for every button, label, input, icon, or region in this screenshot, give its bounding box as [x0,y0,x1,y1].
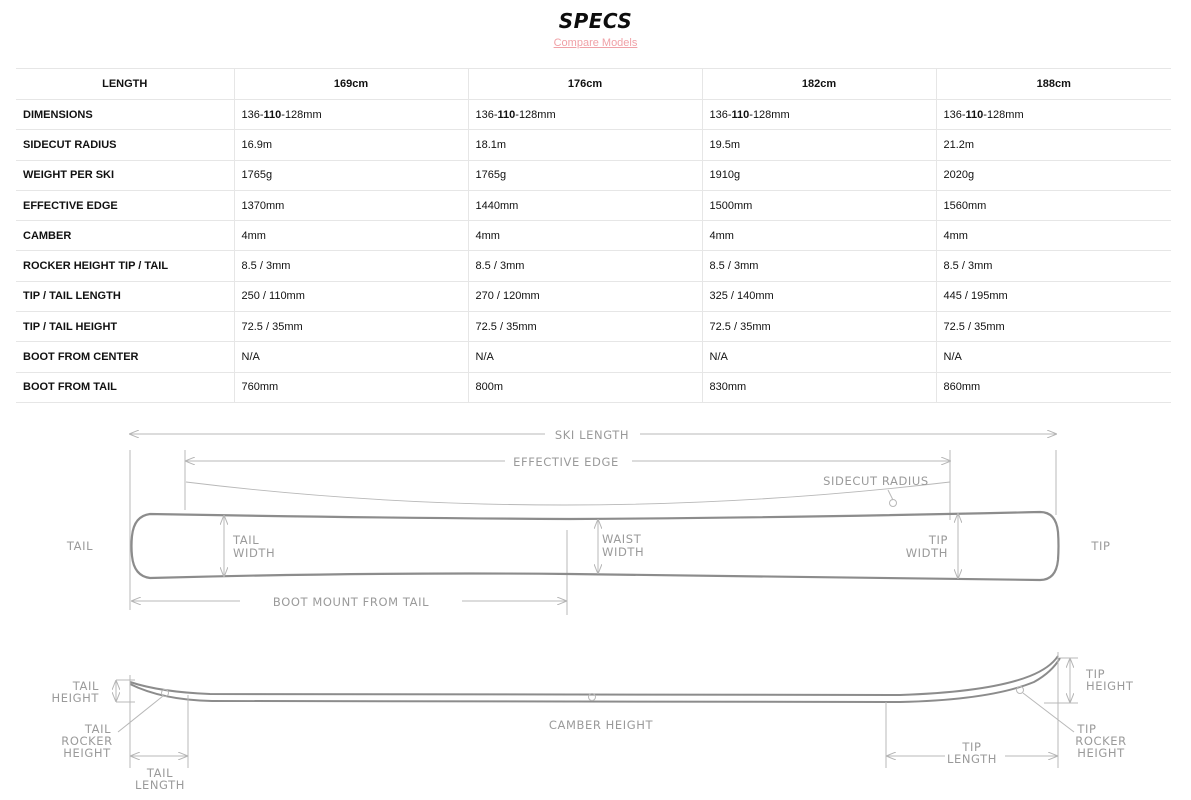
tail-height-label-1: TAIL [72,679,99,693]
ski-length-label: SKI LENGTH [554,428,630,442]
table-cell: N/A [936,342,1171,372]
waist-width-label-2: WIDTH [602,545,645,559]
table-cell: 1370mm [234,190,468,220]
table-row [16,281,1171,311]
table-row [16,312,1171,342]
row-label: TIP / TAIL HEIGHT [16,312,234,342]
table-cell: 830mm [702,372,936,402]
table-cell: 800m [468,372,702,402]
tail-label: TAIL [66,539,94,553]
table-cell: 250 / 110mm [234,281,468,311]
table-cell: 8.5 / 3mm [468,251,702,281]
table-cell: 4mm [936,221,1171,251]
row-label: EFFECTIVE EDGE [16,190,234,220]
table-header-row [16,69,1171,100]
ski-diagram [0,410,1191,800]
effective-edge-label: EFFECTIVE EDGE [513,455,619,469]
table-row [16,372,1171,402]
table-cell: 8.5 / 3mm [936,251,1171,281]
dim-tip: 136- [475,108,498,121]
tip-rocker-height-label-2: ROCKER [1075,734,1127,748]
dim-tip: 136- [241,108,264,121]
table-cell: 4mm [468,221,702,251]
table-cell: 860mm [936,372,1171,402]
table-cell: 16.9m [234,130,468,160]
table-cell: 19.5m [702,130,936,160]
tip-width-label-1: TIP [928,533,948,547]
row-label: BOOT FROM CENTER [16,342,234,372]
table-cell: 1500mm [702,190,936,220]
tail-length-label-2: LENGTH [134,778,186,792]
table-cell: 1440mm [468,190,702,220]
table-cell: 2020g [936,160,1171,190]
table-row [16,251,1171,281]
dim-waist: 110 [263,108,282,121]
table-row [16,342,1171,372]
table-cell: N/A [468,342,702,372]
ski-side-profile [130,656,1058,695]
table-cell: 72.5 / 35mm [936,312,1171,342]
tail-rocker-height-label-3: HEIGHT [63,746,111,760]
boot-mount-label: BOOT MOUNT FROM TAIL [272,595,430,609]
row-label: CAMBER [16,221,234,251]
table-cell: 1765g [468,160,702,190]
table-cell: 18.1m [468,130,702,160]
table-row [16,221,1171,251]
dim-tail: -128mm [749,108,790,121]
size-header: 188cm [936,69,1171,100]
table-cell: 760mm [234,372,468,402]
table-cell: 72.5 / 35mm [468,312,702,342]
tail-rocker-height-label-1: TAIL [84,722,112,736]
length-header: LENGTH [16,69,234,100]
dim-waist: 110 [965,108,984,121]
table-cell: 21.2m [936,130,1171,160]
tail-width-label-1: TAIL [233,533,260,547]
table-row [16,100,1171,130]
table-cell: 72.5 / 35mm [234,312,468,342]
tail-length-label-1: TAIL [146,766,174,780]
table-cell [936,100,1171,130]
table-cell: 8.5 / 3mm [702,251,936,281]
dim-tail: -128mm [983,108,1024,121]
row-label: ROCKER HEIGHT TIP / TAIL [16,251,234,281]
table-cell: 1560mm [936,190,1171,220]
table-cell [702,100,936,130]
table-cell: 1910g [702,160,936,190]
specs-table [16,68,1171,403]
sidecut-radius-label: SIDECUT RADIUS [823,474,929,488]
tip-width-label-2: WIDTH [905,546,948,560]
dim-tail: -128mm [515,108,556,121]
table-cell: N/A [702,342,936,372]
size-header: 169cm [234,69,468,100]
tip-label: TIP [1091,539,1111,553]
tail-width-label-2: WIDTH [233,546,276,560]
row-label: WEIGHT PER SKI [16,160,234,190]
tip-height-label-1: TIP [1086,667,1106,681]
table-cell: 8.5 / 3mm [234,251,468,281]
table-cell: 270 / 120mm [468,281,702,311]
dim-tip: 136- [943,108,966,121]
table-row [16,130,1171,160]
dim-tail: -128mm [281,108,322,121]
tip-height-label-2: HEIGHT [1086,679,1134,693]
tip-length-label-1: TIP [962,740,982,754]
row-label: DIMENSIONS [16,100,234,130]
row-label: TIP / TAIL LENGTH [16,281,234,311]
size-header: 176cm [468,69,702,100]
camber-height-label: CAMBER HEIGHT [548,718,654,732]
table-cell [468,100,702,130]
tail-height-label-2: HEIGHT [51,691,99,705]
row-label: BOOT FROM TAIL [16,372,234,402]
tip-length-label-2: LENGTH [946,752,998,766]
sidecut-marker-icon [890,500,897,507]
tip-rocker-height-label-1: TIP [1077,722,1097,736]
table-row [16,160,1171,190]
tail-rocker-height-label-2: ROCKER [61,734,113,748]
table-row [16,190,1171,220]
table-cell: 325 / 140mm [702,281,936,311]
page-title: SPECS [558,9,633,33]
waist-width-label-1: WAIST [602,532,642,546]
table-cell: 72.5 / 35mm [702,312,936,342]
row-label: SIDECUT RADIUS [16,130,234,160]
table-cell: 445 / 195mm [936,281,1171,311]
table-cell: N/A [234,342,468,372]
dim-waist: 110 [731,108,750,121]
dim-waist: 110 [497,108,516,121]
table-cell: 1765g [234,160,468,190]
dim-tip: 136- [709,108,732,121]
compare-models-link[interactable]: Compare Models [553,37,638,49]
table-cell [234,100,468,130]
size-header: 182cm [702,69,936,100]
table-cell: 4mm [234,221,468,251]
table-cell: 4mm [702,221,936,251]
tip-rocker-height-label-3: HEIGHT [1077,746,1125,760]
